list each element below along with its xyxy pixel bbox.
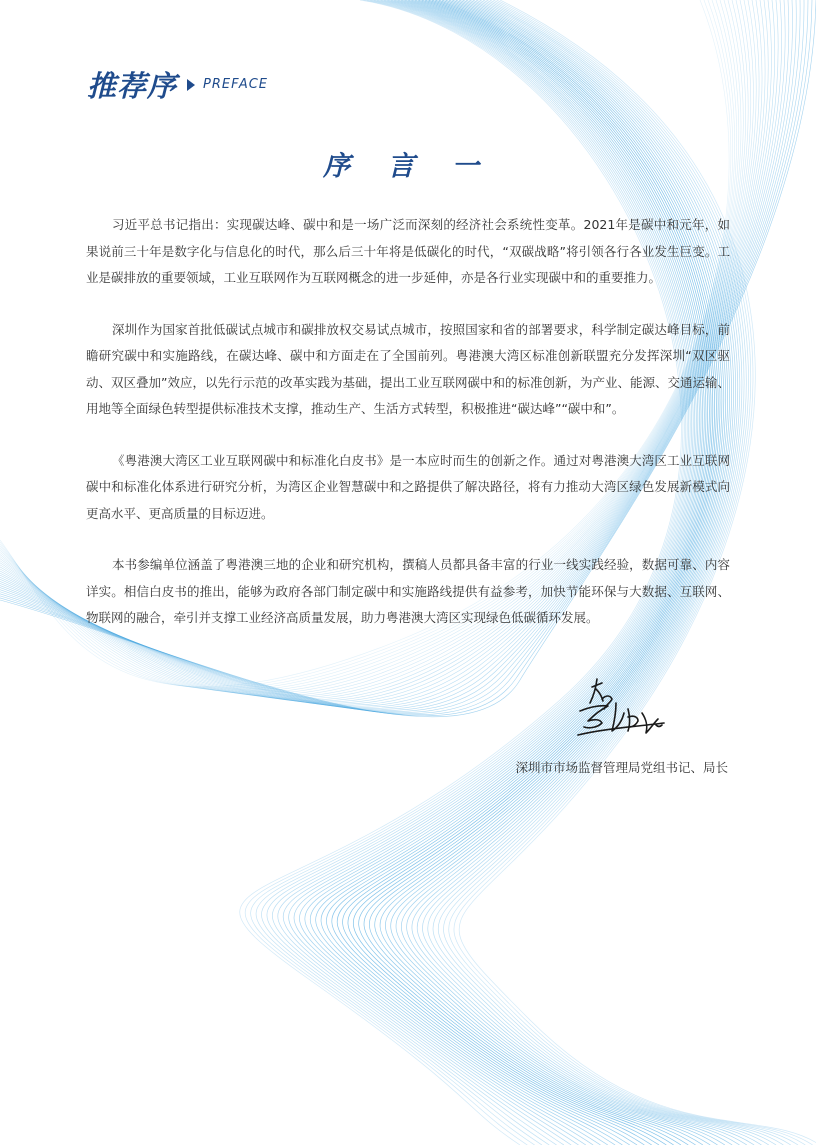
section-header xyxy=(87,64,268,105)
body-text xyxy=(86,212,730,657)
triangle-arrow-icon xyxy=(187,79,195,91)
section-subtitle: PREFACE xyxy=(203,77,269,92)
paragraph: 《粤港澳大湾区工业互联网碳中和标准化白皮书》是一本应时而生的创新之作。通过对粤港澳大湾区工业互联网碳中和标准化体系进行研究分析，为湾区企业智慧碳中和之路提供了解决路径，将有力推动大湾区绿色发展新模式向更高水平、更高质量的目标迈进。 xyxy=(86,452,730,521)
signer-title: 深圳市市场监督管理局党组书记、局长 xyxy=(515,760,728,775)
section-title: 推荐序 xyxy=(87,69,178,103)
page-title: 序 言 一 xyxy=(323,151,493,182)
paragraph: 本书参编单位涵盖了粤港澳三地的企业和研究机构，撰稿人员都具备丰富的行业一线实践经验，数据可靠、内容详实。相信白皮书的推出，能够为政府各部门制定碳中和实施路线提供有益参考，加快节能环保与大数据、互联网、物联网的融合，牵引并支撑工业经济高质量发展，助力粤港澳大湾区实现绿色低碳循环发展。 xyxy=(86,557,730,625)
paragraph: 习近平总书记指出：实现碳达峰、碳中和是一场广泛而深刻的经济社会系统性变革。2021年是碳中和元年，如果说前三十年是数字化与信息化的时代，那么后三十年将是低碳化的时代，“双碳战略”将引领各行各业发生巨变。工业是碳排放的重要领域，工业互联网作为互联网概念的进一步延伸，亦是各行业实现碳中和的重要推力。 xyxy=(86,217,730,285)
handwritten-signature xyxy=(572,673,668,745)
paragraph: 深圳作为国家首批低碳试点城市和碳排放权交易试点城市，按照国家和省的部署要求，科学制定碳达峰目标，前瞻研究碳中和实施路线，在碳达峰、碳中和方面走在了全国前列。粤港澳大湾区标准创新联盟充分发挥深圳“双区驱动、双区叠加”效应，以先行示范的改革实践为基础，提出工业互联网碳中和的标准创新，为产业、能源、交通运输、用地等全面绿色转型提供标准技术支撑，推动生产、生活方式转型，积极推进“碳达峰”“碳中和”。 xyxy=(86,321,730,416)
